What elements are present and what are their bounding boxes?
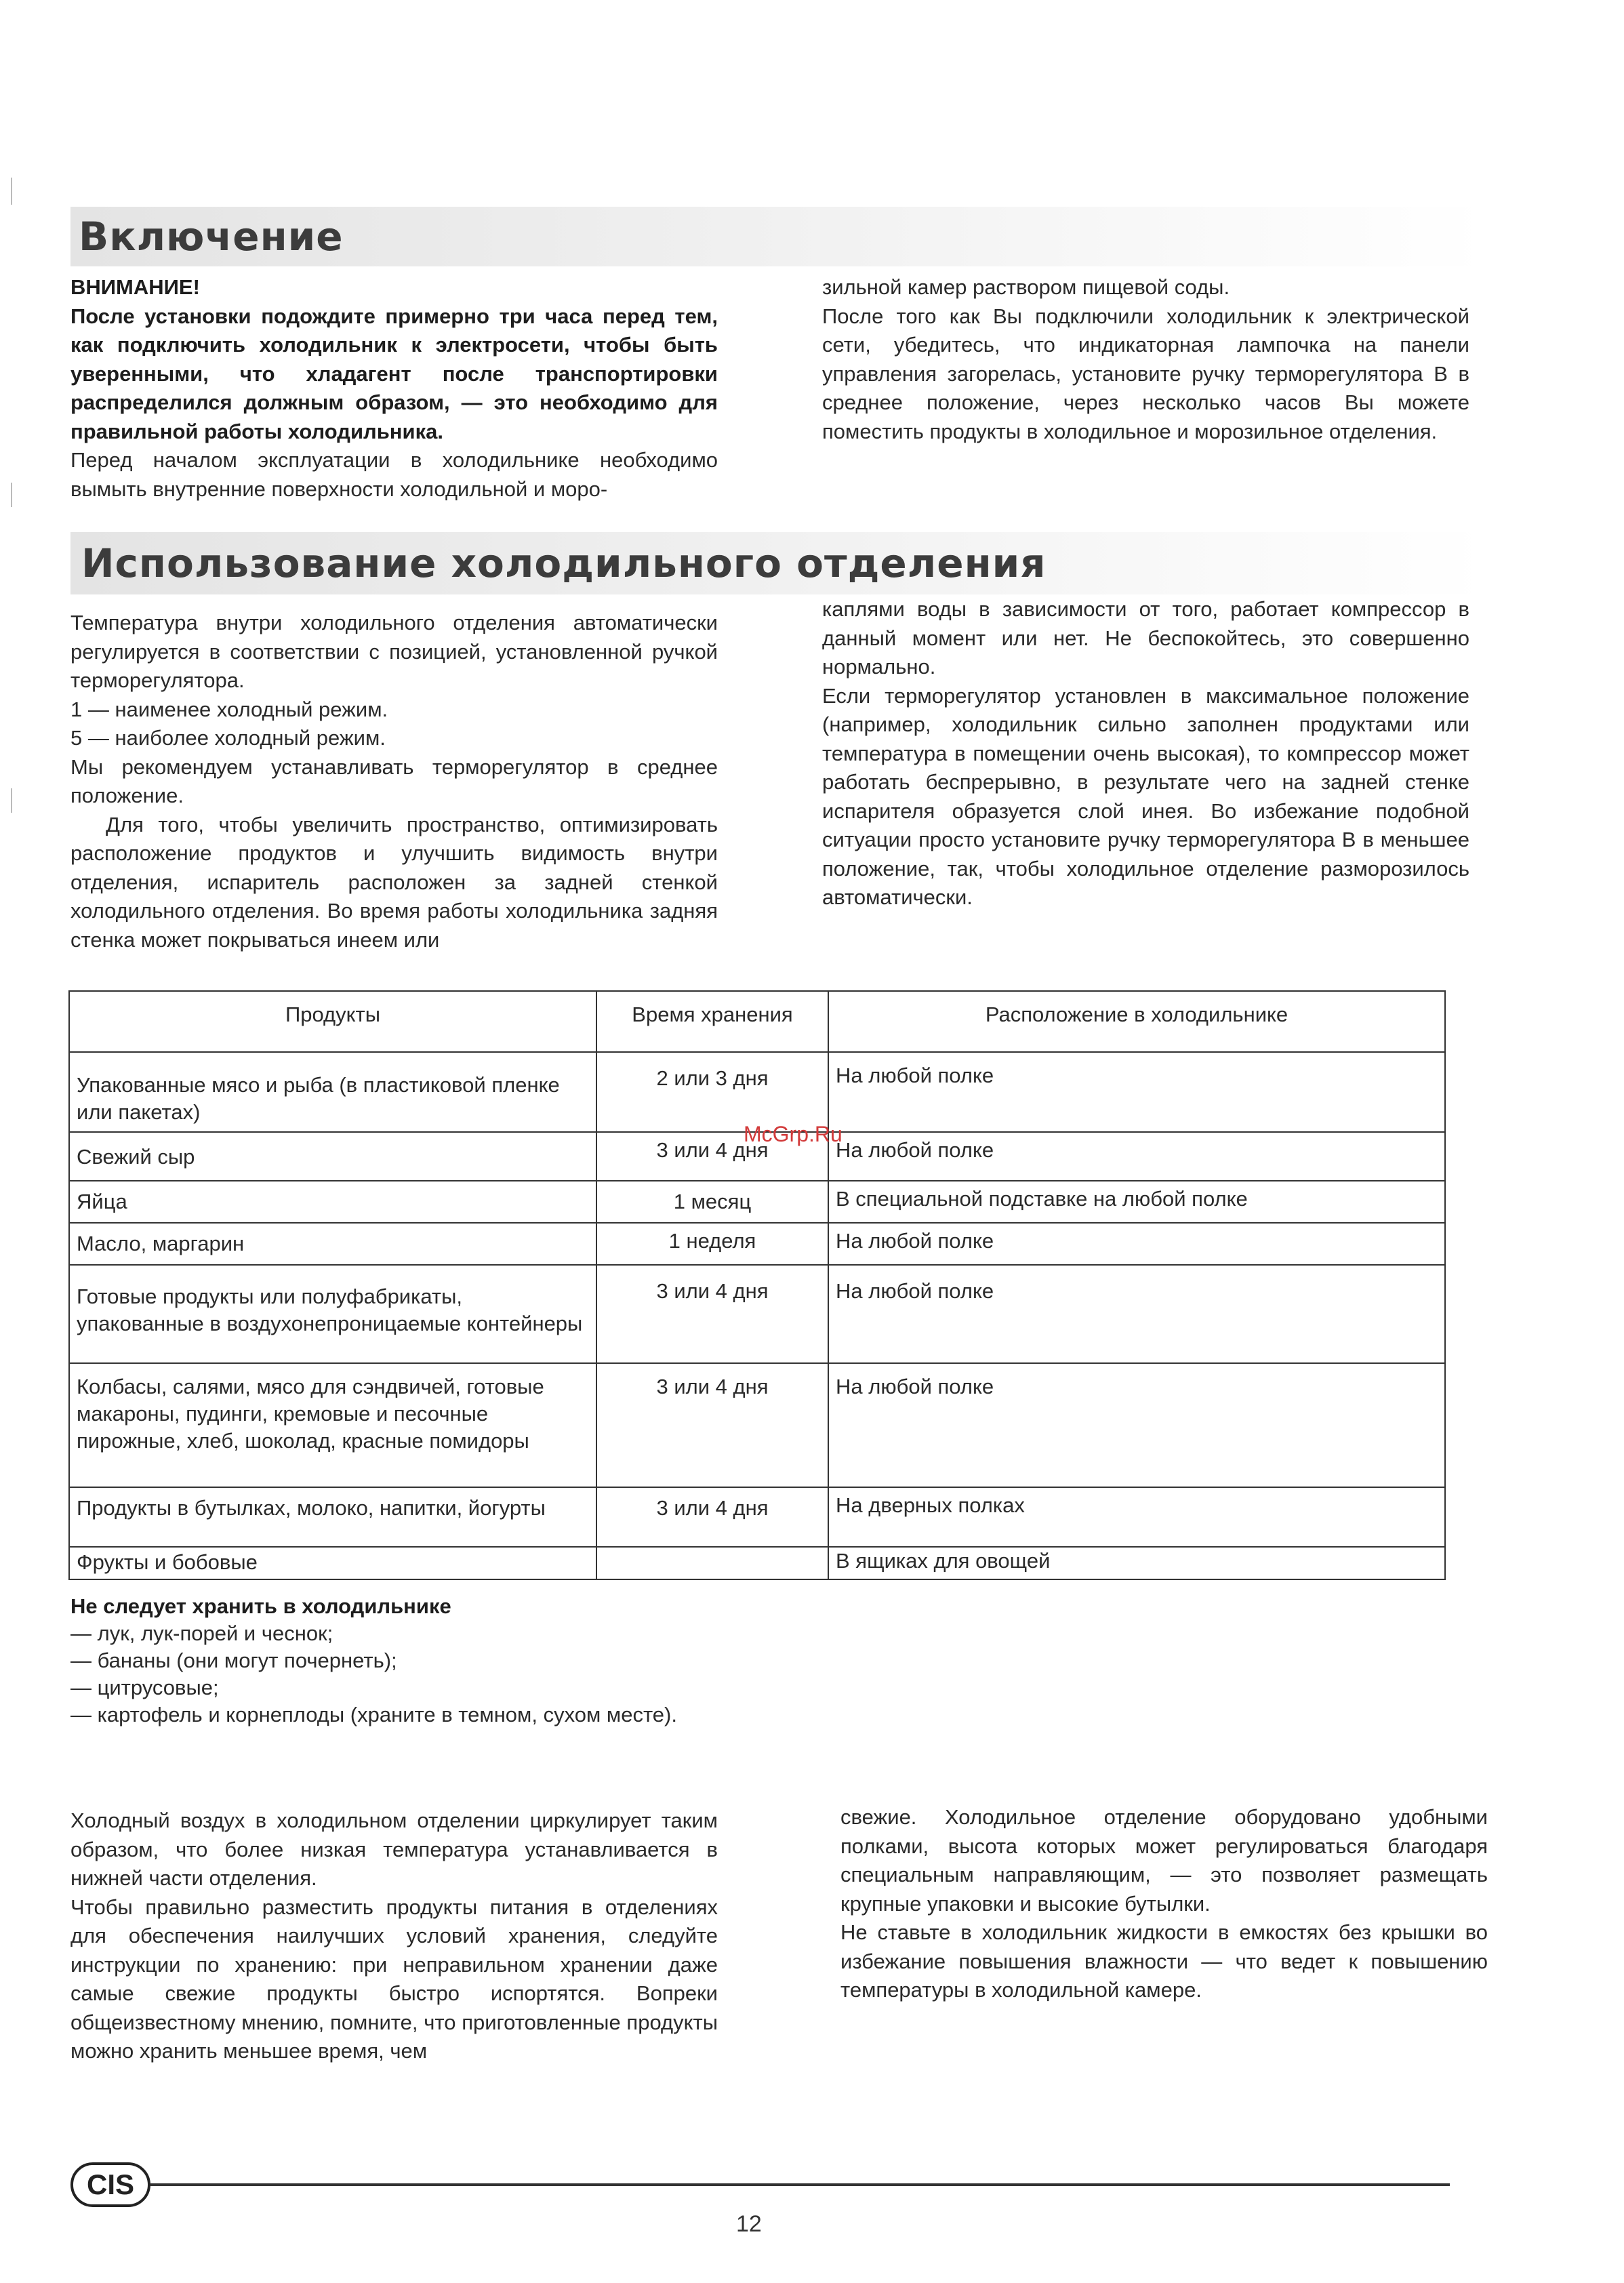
page-number: 12 — [736, 2211, 762, 2237]
table-header-products: Продукты — [69, 991, 596, 1052]
table-cell-time: 1 месяц — [596, 1181, 828, 1223]
table-header-time: Время хранения — [596, 991, 828, 1052]
table-cell-product: Свежий сыр — [69, 1132, 596, 1181]
section1-right-paragraph-2: После того как Вы подключили холодильник к электрической сети, убедитесь, что индикаторная лампочка на панели управления загорелась, установите ручку терморегулятора B в среднее положение, через несколько часов Вы можете поместить продукты в холодильное и морозильное отделения. — [822, 304, 1469, 443]
table-row — [69, 1223, 1445, 1265]
scan-mark — [11, 178, 12, 205]
table-header-row — [69, 991, 1445, 1052]
section3-right-column — [840, 1803, 1488, 2005]
table-row — [69, 1052, 1445, 1132]
table-cell-product: Продукты в бутылках, молоко, напитки, йогурты — [69, 1487, 596, 1547]
section2-left-p4: Мы рекомендуем устанавливать терморегулятор в среднее положение. — [70, 754, 718, 807]
list-item: — цитрусовые; — [70, 1676, 219, 1699]
table-cell-product: Масло, маргарин — [69, 1223, 596, 1265]
section1-right-column — [822, 273, 1469, 446]
table-cell-location: На любой полке — [828, 1052, 1445, 1132]
cis-badge: CIS — [70, 2162, 150, 2207]
table-cell-location: На дверных полках — [828, 1487, 1445, 1547]
footer-rule — [150, 2183, 1450, 2186]
section3-right-p2: Не ставьте в холодильник жидкости в емкостях без крышки во избежание повышения влажности — что ведет к повышению температуры в холодильной камере. — [840, 1920, 1488, 2002]
section-title-vklyuchenie: Включение — [70, 207, 1487, 266]
table-cell-product: Фрукты и бобовые — [69, 1547, 596, 1579]
not-store-list — [70, 1620, 816, 1729]
section2-left-p1: Температура внутри холодильного отделения автоматически регулируется в соответствии с позицией, установленной ручкой терморегулятора. — [70, 611, 718, 692]
mode-1-note: 1 — наименее холодный режим. — [70, 697, 388, 721]
warning-text: После установки подождите примерно три часа перед тем, как подключить холодильник к электросети, чтобы быть уверенными, что хладагент после транспортировки распределился должным образом, — это необходимо для правильной работы холодильника. — [70, 304, 718, 443]
section-title-usage: Использование холодильного отделения — [70, 532, 1487, 594]
section3-left-p2: Чтобы правильно разместить продукты питания в отделениях для обеспечения наилучших условий хранения, следуйте инструкции по хранению: при неправильном хранении даже самые свежие продукты быстро испортятся. Вопреки общеизвестному мнению, помните, что приготовленные продукты можно хранить меньшее время, чем — [70, 1895, 718, 2063]
section2-right-p1: каплями воды в зависимости от того, работает компрессор в данный момент или нет. Не беспокойтесь, это совершенно нормально. — [822, 597, 1469, 679]
table-cell-location: На любой полке — [828, 1363, 1445, 1487]
table-cell-product: Яйца — [69, 1181, 596, 1223]
table-cell-location: На любой полке — [828, 1223, 1445, 1265]
table-cell-time: 3 или 4 дня — [596, 1132, 828, 1181]
section2-right-p2: Если терморегулятор установлен в максимальное положение (например, холодильник сильно заполнен продуктами или температура в помещении очень высокая), то компрессор может работать беспрерывно, в результате чего на задней стенке испарителя образуется слой инея. Во избежание подобной ситуации просто установите ручку терморегулятора B в меньшее положение, так, чтобы холодильное отделение разморозилось автоматически. — [822, 683, 1469, 909]
list-item: — картофель и корнеплоды (храните в темном, сухом месте). — [70, 1703, 677, 1726]
table-cell-product: Готовые продукты или полуфабрикаты, упакованные в воздухонепроницаемые контейнеры — [69, 1265, 596, 1363]
table-row — [69, 1181, 1445, 1223]
table-cell-time: 3 или 4 дня — [596, 1487, 828, 1547]
section1-left-column — [70, 273, 718, 504]
section3-left-column — [70, 1806, 718, 2066]
table-cell-location: В ящиках для овощей — [828, 1547, 1445, 1579]
mode-5-note: 5 — наиболее холодный режим. — [70, 726, 386, 750]
section3-right-p1: свежие. Холодильное отделение оборудовано удобными полками, высота которых может регулироваться благодаря специальным направляющим, — это позволяет размещать крупные упаковки и высокие бутылки. — [840, 1805, 1488, 1916]
not-store-title: Не следует хранить в холодильнике — [70, 1594, 451, 1618]
table-header-location: Расположение в холодильнике — [828, 991, 1445, 1052]
table-cell-time: 1 неделя — [596, 1223, 828, 1265]
table-row — [69, 1265, 1445, 1363]
not-store-block — [70, 1593, 816, 1729]
table-row — [69, 1547, 1445, 1579]
section2-left-p5: Для того, чтобы увеличить пространство, оптимизировать расположение продуктов и улучшить видимость внутри отделения, испаритель расположен за задней стенкой холодильного отделения. Во время работы холодильника задняя стенка может покрываться инеем или — [70, 812, 718, 952]
list-item: — лук, лук-порей и чеснок; — [70, 1621, 333, 1645]
table-cell-location: На любой полке — [828, 1132, 1445, 1181]
table-cell-location: В специальной подставке на любой полке — [828, 1181, 1445, 1223]
list-item: — бананы (они могут почернеть); — [70, 1649, 397, 1672]
section1-right-paragraph-1: зильной камер раствором пищевой соды. — [822, 275, 1230, 299]
table-cell-product: Колбасы, салями, мясо для сэндвичей, готовые макароны, пудинги, кремовые и песочные пирожные, хлеб, шоколад, красные помидоры — [69, 1363, 596, 1487]
section2-left-column — [70, 609, 718, 954]
scan-mark — [11, 788, 12, 813]
table-cell-location: На любой полке — [828, 1265, 1445, 1363]
table-cell-product: Упакованные мясо и рыба (в пластиковой пленке или пакетах) — [69, 1052, 596, 1132]
watermark-link[interactable]: McGrp.Ru — [744, 1122, 843, 1146]
table-cell-time: 3 или 4 дня — [596, 1265, 828, 1363]
section3-left-p1: Холодный воздух в холодильном отделении циркулирует таким образом, что более низкая температура устанавливается в нижней части отделения. — [70, 1809, 718, 1890]
table-row — [69, 1363, 1445, 1487]
section2-right-column — [822, 595, 1469, 912]
table-cell-time: 3 или 4 дня — [596, 1363, 828, 1487]
table-row — [69, 1487, 1445, 1547]
storage-table — [68, 990, 1446, 1580]
section1-left-paragraph: Перед началом эксплуатации в холодильнике необходимо вымыть внутренние поверхности холодильной и моро- — [70, 448, 718, 501]
scan-mark — [11, 483, 12, 507]
table-cell-time — [596, 1547, 828, 1579]
warning-label: ВНИМАНИЕ! — [70, 275, 200, 299]
table-cell-time: 2 или 3 дня — [596, 1052, 828, 1132]
